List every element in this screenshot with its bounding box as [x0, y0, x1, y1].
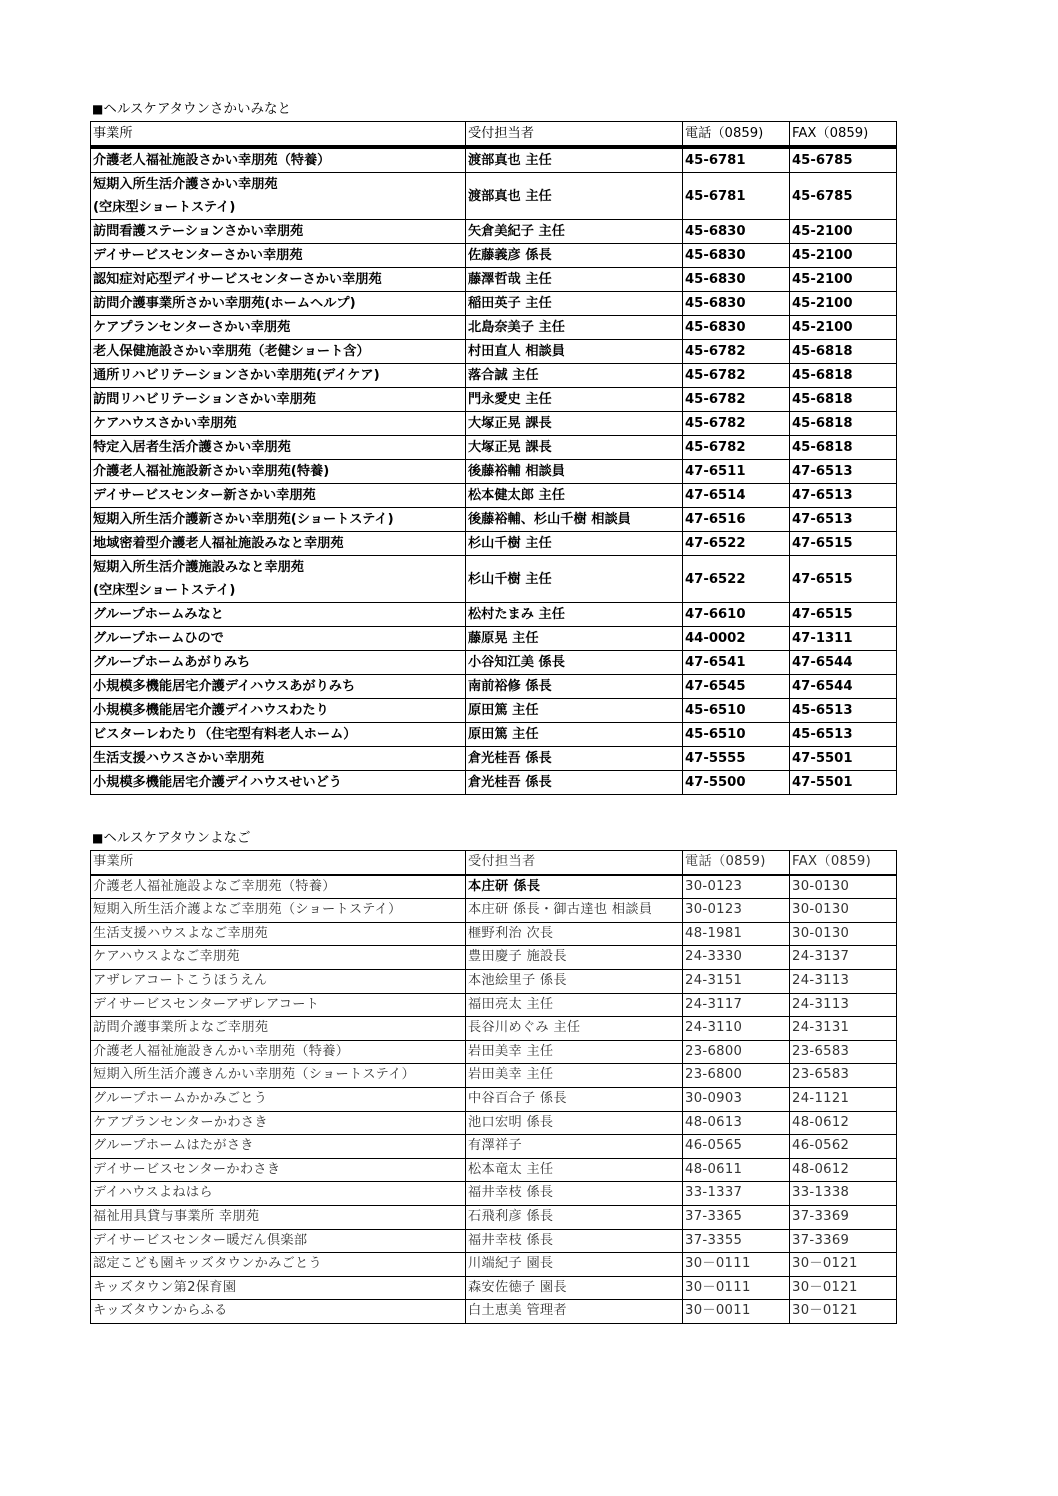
contact-person: 福井幸枝 係長: [466, 1182, 683, 1206]
fax-number: 48-0612: [790, 1158, 897, 1182]
tel-number: 45-6830: [683, 292, 790, 316]
header-fax: FAX（0859): [790, 122, 897, 148]
tel-number: 30-0123: [683, 899, 790, 923]
tel-number: 48-0613: [683, 1111, 790, 1135]
fax-number: 45-6818: [790, 364, 897, 388]
tel-number: 47-6516: [683, 508, 790, 532]
tel-number: 45-6781: [683, 147, 790, 173]
facility-name: グループホームはたがさき: [91, 1135, 466, 1159]
table-row: [91, 723, 897, 747]
tel-number: 30－0011: [683, 1300, 790, 1324]
tel-number: 47-6514: [683, 484, 790, 508]
tel-number: 45-6830: [683, 268, 790, 292]
table-row: [91, 1111, 897, 1135]
table-row: [91, 1205, 897, 1229]
fax-number: 24-3137: [790, 946, 897, 970]
facility-name: デイサービスセンター暖だん倶楽部: [91, 1229, 466, 1253]
fax-number: 37-3369: [790, 1229, 897, 1253]
header-tel: 電話（0859): [683, 851, 790, 875]
fax-number: 45-2100: [790, 220, 897, 244]
table-row: [91, 532, 897, 556]
header-facility: 事業所: [91, 122, 466, 148]
table-row: [91, 1135, 897, 1159]
contact-person: 森安佐徳子 園長: [466, 1276, 683, 1300]
fax-number: 30－0121: [790, 1300, 897, 1324]
fax-number: 45-6818: [790, 340, 897, 364]
fax-number: 45-2100: [790, 268, 897, 292]
fax-number: 23-6583: [790, 1040, 897, 1064]
fax-number: 47-6515: [790, 556, 897, 603]
table-row: [91, 388, 897, 412]
table-row: [91, 147, 897, 173]
tel-number: 30－0111: [683, 1276, 790, 1300]
table-row: [91, 1253, 897, 1277]
section-title: ■ヘルスケアタウンさかいみなと: [92, 101, 291, 117]
fax-number: 47-6513: [790, 460, 897, 484]
header-tel: 電話（0859): [683, 122, 790, 148]
contact-person: 倉光桂吾 係長: [466, 747, 683, 771]
fax-number: 47-6515: [790, 532, 897, 556]
contact-person: 北島奈美子 主任: [466, 316, 683, 340]
contact-person: 後藤裕輔、杉山千樹 相談員: [466, 508, 683, 532]
tel-number: 45-6510: [683, 723, 790, 747]
facility-name: 訪問リハビリテーションさかい幸朋苑: [91, 388, 466, 412]
table-row: [91, 484, 897, 508]
table-row: [91, 1158, 897, 1182]
contact-person: 藤原晃 主任: [466, 627, 683, 651]
tel-number: 47-6522: [683, 556, 790, 603]
contact-person: 岩田美幸 主任: [466, 1064, 683, 1088]
header-contact: 受付担当者: [466, 122, 683, 148]
fax-number: 48-0612: [790, 1111, 897, 1135]
facility-name: 老人保健施設さかい幸朋苑（老健ショート含）: [91, 340, 466, 364]
facility-name: 生活支援ハウスさかい幸朋苑: [91, 747, 466, 771]
tel-number: 47-5555: [683, 747, 790, 771]
contact-person: 原田篤 主任: [466, 723, 683, 747]
table-row: [91, 1087, 897, 1111]
facility-name: デイサービスセンターかわさき: [91, 1158, 466, 1182]
table-row: [91, 699, 897, 723]
fax-number: 47-5501: [790, 747, 897, 771]
contact-person: 松本竜太 主任: [466, 1158, 683, 1182]
fax-number: 45-6818: [790, 436, 897, 460]
fax-number: 45-6785: [790, 173, 897, 220]
facility-name: デイサービスセンターさかい幸朋苑: [91, 244, 466, 268]
tel-number: 37-3355: [683, 1229, 790, 1253]
tel-number: 45-6782: [683, 436, 790, 460]
contact-person: 本池絵里子 係長: [466, 969, 683, 993]
contact-person: 松村たまみ 主任: [466, 603, 683, 627]
table-row: [91, 220, 897, 244]
table-row: [91, 946, 897, 970]
contact-person: 南前裕修 係長: [466, 675, 683, 699]
fax-number: 24-3113: [790, 969, 897, 993]
tel-number: 45-6782: [683, 340, 790, 364]
contact-person: 川端紀子 園長: [466, 1253, 683, 1277]
facility-name: 福祉用具貸与事業所 幸朋苑: [91, 1205, 466, 1229]
facility-name-line2: (空床型ショートステイ): [93, 200, 236, 215]
table-row: [91, 364, 897, 388]
facility-name: キッズタウンからふる: [91, 1300, 466, 1324]
fax-number: 30-0130: [790, 899, 897, 923]
table-row: [91, 316, 897, 340]
facility-name: 認定こども園キッズタウンかみごとう: [91, 1253, 466, 1277]
facility-name-line1: 短期入所生活介護さかい幸朋苑: [93, 177, 278, 192]
tel-number: 45-6782: [683, 412, 790, 436]
table-row: [91, 244, 897, 268]
tel-number: 48-1981: [683, 922, 790, 946]
table-row: [91, 747, 897, 771]
contact-person: 有澤祥子: [466, 1135, 683, 1159]
table-row: [91, 460, 897, 484]
fax-number: 23-6583: [790, 1064, 897, 1088]
table-row: [91, 1017, 897, 1041]
fax-number: 45-6818: [790, 412, 897, 436]
tel-number: 45-6510: [683, 699, 790, 723]
table-row: [91, 268, 897, 292]
table-row: [91, 922, 897, 946]
facility-name: デイサービスセンターアザレアコート: [91, 993, 466, 1017]
tel-number: 47-6511: [683, 460, 790, 484]
table-row: [91, 173, 897, 220]
facility-name: 短期入所生活介護よなご幸朋苑（ショートステイ）: [91, 899, 466, 923]
facility-name: ケアプランセンターさかい幸朋苑: [91, 316, 466, 340]
table-row: [91, 1276, 897, 1300]
facility-name: 訪問介護事業所よなご幸朋苑: [91, 1017, 466, 1041]
tel-number: 48-0611: [683, 1158, 790, 1182]
facility-name: 短期入所生活介護きんかい幸朋苑（ショートステイ）: [91, 1064, 466, 1088]
fax-number: 45-2100: [790, 292, 897, 316]
fax-number: 24-3113: [790, 993, 897, 1017]
fax-number: 24-3131: [790, 1017, 897, 1041]
facility-name: 訪問介護事業所さかい幸朋苑(ホームヘルプ): [91, 292, 466, 316]
contact-person: 石飛利彦 係長: [466, 1205, 683, 1229]
square-bullet-icon: ■: [92, 102, 104, 116]
header-contact: 受付担当者: [466, 851, 683, 875]
fax-number: 30-0130: [790, 875, 897, 899]
tel-number: 45-6782: [683, 388, 790, 412]
table-header-row: [91, 851, 897, 875]
facility-name: 認知症対応型デイサービスセンターさかい幸朋苑: [91, 268, 466, 292]
facility-table: [90, 850, 897, 1324]
fax-number: 45-6785: [790, 147, 897, 173]
facility-name: 介護老人福祉施設よなご幸朋苑（特養）: [91, 875, 466, 899]
table-row: [91, 340, 897, 364]
table-row: [91, 1300, 897, 1324]
contact-person: 佐藤義彦 係長: [466, 244, 683, 268]
contact-person: 豊田慶子 施設長: [466, 946, 683, 970]
facility-name: デイサービスセンター新さかい幸朋苑: [91, 484, 466, 508]
contact-person: 本庄研 係長: [466, 875, 683, 899]
tel-number: 45-6830: [683, 316, 790, 340]
fax-number: 30－0121: [790, 1276, 897, 1300]
contact-person: 中谷百合子 係長: [466, 1087, 683, 1111]
contact-person: 渡部真也 主任: [466, 173, 683, 220]
table-row: [91, 1182, 897, 1206]
facility-name: 通所リハビリテーションさかい幸朋苑(デイケア): [91, 364, 466, 388]
facility-name: [91, 173, 466, 220]
fax-number: 37-3369: [790, 1205, 897, 1229]
tel-number: 47-6545: [683, 675, 790, 699]
fax-number: 47-6513: [790, 484, 897, 508]
table-row: [91, 675, 897, 699]
table-row: [91, 1229, 897, 1253]
facility-name: ケアハウスよなご幸朋苑: [91, 946, 466, 970]
table-row: [91, 1064, 897, 1088]
table-row: [91, 899, 897, 923]
table-row: [91, 436, 897, 460]
contact-person: 落合誠 主任: [466, 364, 683, 388]
fax-number: 47-6544: [790, 675, 897, 699]
tel-number: 30－0111: [683, 1253, 790, 1277]
table-row: [91, 556, 897, 603]
contact-person: 白土恵美 管理者: [466, 1300, 683, 1324]
fax-number: 45-6818: [790, 388, 897, 412]
tel-number: 46-0565: [683, 1135, 790, 1159]
contact-person: 長谷川めぐみ 主任: [466, 1017, 683, 1041]
table-row: [91, 412, 897, 436]
tel-number: 37-3365: [683, 1205, 790, 1229]
tel-number: 47-6541: [683, 651, 790, 675]
table-row: [91, 651, 897, 675]
table-row: [91, 993, 897, 1017]
facility-name-line1: 短期入所生活介護施設みなと幸朋苑: [93, 560, 304, 575]
facility-name-line2: (空床型ショートステイ): [93, 583, 236, 598]
facility-name: 生活支援ハウスよなご幸朋苑: [91, 922, 466, 946]
tel-number: 24-3117: [683, 993, 790, 1017]
facility-name: アザレアコートこうほうえん: [91, 969, 466, 993]
facility-name: グループホームかかみごとう: [91, 1087, 466, 1111]
contact-person: 稲田英子 主任: [466, 292, 683, 316]
tel-number: 47-5500: [683, 771, 790, 795]
contact-person: 矢倉美紀子 主任: [466, 220, 683, 244]
tel-number: 24-3330: [683, 946, 790, 970]
facility-name: ケアハウスさかい幸朋苑: [91, 412, 466, 436]
contact-person: 村田直人 相談員: [466, 340, 683, 364]
fax-number: 45-2100: [790, 316, 897, 340]
contact-person: 松本健太郎 主任: [466, 484, 683, 508]
contact-person: 倉光桂吾 係長: [466, 771, 683, 795]
fax-number: 33-1338: [790, 1182, 897, 1206]
contact-person: 福井幸枝 係長: [466, 1229, 683, 1253]
tel-number: 44-0002: [683, 627, 790, 651]
table-row: [91, 603, 897, 627]
contact-person: 藤澤哲哉 主任: [466, 268, 683, 292]
contact-person: 大塚正晃 課長: [466, 412, 683, 436]
section-title: ■ヘルスケアタウンよなご: [92, 830, 251, 846]
table-header-row: [91, 122, 897, 148]
table-row: [91, 508, 897, 532]
facility-name: 短期入所生活介護新さかい幸朋苑(ショートステイ): [91, 508, 466, 532]
fax-number: 30-0130: [790, 922, 897, 946]
tel-number: 45-6830: [683, 244, 790, 268]
square-bullet-icon: ■: [92, 831, 104, 845]
facility-name: グループホームあがりみち: [91, 651, 466, 675]
contact-person: 本庄研 係長・御古達也 相談員: [466, 899, 683, 923]
table-row: [91, 969, 897, 993]
contact-person: 池口宏明 係長: [466, 1111, 683, 1135]
tel-number: 45-6781: [683, 173, 790, 220]
fax-number: 45-2100: [790, 244, 897, 268]
contact-person: 岩田美幸 主任: [466, 1040, 683, 1064]
table-row: [91, 875, 897, 899]
facility-name: 地域密着型介護老人福祉施設みなと幸朋苑: [91, 532, 466, 556]
facility-name: グループホームひので: [91, 627, 466, 651]
contact-person: 渡部真也 主任: [466, 147, 683, 173]
table-row: [91, 292, 897, 316]
header-fax: FAX（0859): [790, 851, 897, 875]
fax-number: 46-0562: [790, 1135, 897, 1159]
contact-person: 杉山千樹 主任: [466, 556, 683, 603]
fax-number: 47-6544: [790, 651, 897, 675]
facility-name: 介護老人福祉施設さかい幸朋苑（特養）: [91, 147, 466, 173]
tel-number: 45-6782: [683, 364, 790, 388]
fax-number: 47-6513: [790, 508, 897, 532]
fax-number: 45-6513: [790, 699, 897, 723]
tel-number: 24-3151: [683, 969, 790, 993]
facility-name: 介護老人福祉施設きんかい幸朋苑（特養）: [91, 1040, 466, 1064]
fax-number: 24-1121: [790, 1087, 897, 1111]
facility-name: デイハウスよねはら: [91, 1182, 466, 1206]
fax-number: 45-6513: [790, 723, 897, 747]
contact-person: 杉山千樹 主任: [466, 532, 683, 556]
tel-number: 47-6522: [683, 532, 790, 556]
contact-person: 榧野利治 次長: [466, 922, 683, 946]
tel-number: 47-6610: [683, 603, 790, 627]
facility-table: [90, 121, 897, 795]
contact-person: 後藤裕輔 相談員: [466, 460, 683, 484]
table-row: [91, 771, 897, 795]
facility-name: ケアプランセンターかわさき: [91, 1111, 466, 1135]
table-row: [91, 627, 897, 651]
contact-person: 原田篤 主任: [466, 699, 683, 723]
tel-number: 45-6830: [683, 220, 790, 244]
tel-number: 24-3110: [683, 1017, 790, 1041]
facility-name: ビスターレわたり（住宅型有料老人ホーム）: [91, 723, 466, 747]
tel-number: 23-6800: [683, 1040, 790, 1064]
facility-name: グループホームみなと: [91, 603, 466, 627]
fax-number: 47-1311: [790, 627, 897, 651]
tel-number: 30-0903: [683, 1087, 790, 1111]
facility-name: 小規模多機能居宅介護デイハウスあがりみち: [91, 675, 466, 699]
header-facility: 事業所: [91, 851, 466, 875]
facility-name: 訪問看護ステーションさかい幸朋苑: [91, 220, 466, 244]
fax-number: 47-5501: [790, 771, 897, 795]
section-yonago: [90, 826, 896, 1324]
section-sakaiminato: [90, 97, 896, 795]
facility-name: キッズタウン第2保育園: [91, 1276, 466, 1300]
table-row: [91, 1040, 897, 1064]
fax-number: 47-6515: [790, 603, 897, 627]
facility-name: 特定入居者生活介護さかい幸朋苑: [91, 436, 466, 460]
contact-person: 門永愛史 主任: [466, 388, 683, 412]
tel-number: 30-0123: [683, 875, 790, 899]
facility-name: [91, 556, 466, 603]
fax-number: 30－0121: [790, 1253, 897, 1277]
contact-person: 福田亮太 主任: [466, 993, 683, 1017]
contact-person: 小谷知江美 係長: [466, 651, 683, 675]
tel-number: 33-1337: [683, 1182, 790, 1206]
contact-person: 大塚正晃 課長: [466, 436, 683, 460]
facility-name: 介護老人福祉施設新さかい幸朋苑(特養): [91, 460, 466, 484]
tel-number: 23-6800: [683, 1064, 790, 1088]
facility-name: 小規模多機能居宅介護デイハウスわたり: [91, 699, 466, 723]
facility-name: 小規模多機能居宅介護デイハウスせいどう: [91, 771, 466, 795]
